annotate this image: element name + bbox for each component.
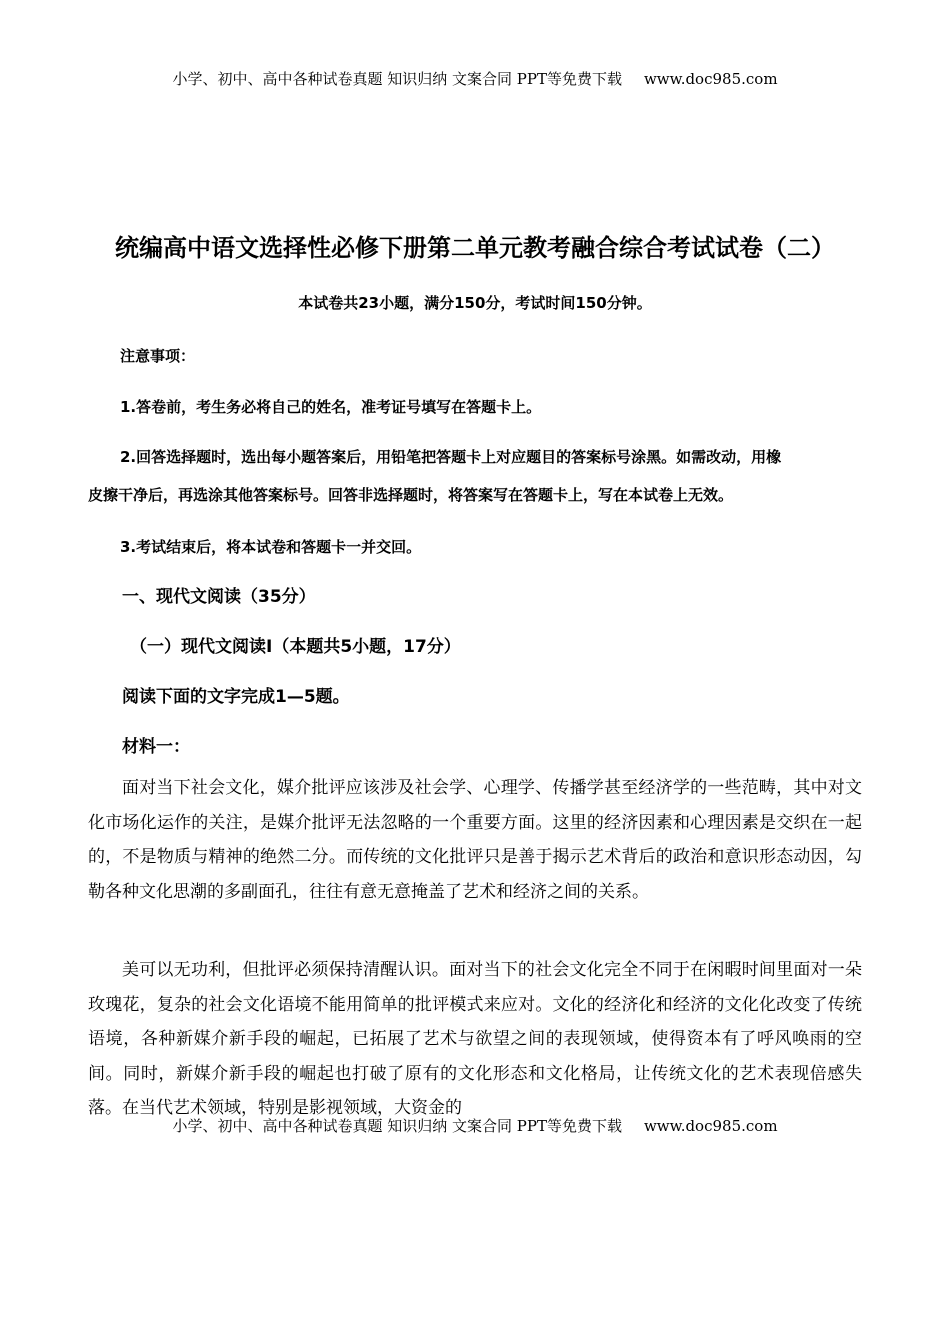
header-url[interactable]: www.doc985.com [643, 70, 778, 88]
page-header [0, 68, 950, 89]
material-label: 材料一： [122, 737, 190, 757]
footer-text: 小学、初中、高中各种试卷真题 知识归纳 文案合同 PPT等免费下载 [172, 1117, 622, 1135]
notice-item-2-line-2: 皮擦干净后，再选涂其他答案标号。回答非选择题时，将答案写在答题卡上，写在本试卷上无效。 [88, 486, 734, 504]
material-paragraph-1: 面对当下社会文化，媒介批评应该涉及社会学、心理学、传播学甚至经济学的一些范畴，其中对文化市场化运作的关注，是媒介批评无法忽略的一个重要方面。这里的经济因素和心理因素是交织在一起的，不是物质与精神的绝然二分。而传统的文化批评只是善于揭示艺术背后的政治和意识形态动因，勾勒各种文化思潮的多副面孔，往往有意无意掩盖了艺术和经济之间的关系。 [88, 778, 862, 902]
material-paragraph-2: 美可以无功利，但批评必须保持清醒认识。面对当下的社会文化完全不同于在闲暇时间里面对一朵玫瑰花，复杂的社会文化语境不能用简单的批评模式来应对。文化的经济化和经济的文化化改变了传统语境，各种新媒介新手段的崛起，已拓展了艺术与欲望之间的表现领域，使得资本有了呼风唤雨的空间。同时，新媒介新手段的崛起也打破了原有的文化形态和文化格局，让传统文化的艺术表现倍感失落。在当代艺术领域，特别是影视领域，大资金的 [88, 960, 862, 1118]
notice-item-2-line-1: 2.回答选择题时，选出每小题答案后，用铅笔把答题卡上对应题目的答案标号涂黑。如需改动，用橡 [120, 448, 782, 466]
exam-subtitle: 本试卷共23小题，满分150分，考试时间150分钟。 [298, 294, 652, 312]
notice-item-3: 3.考试结束后，将本试卷和答题卡一并交回。 [120, 538, 422, 556]
footer-url[interactable]: www.doc985.com [643, 1117, 778, 1135]
notice-heading: 注意事项： [120, 347, 196, 365]
reading-instruction: 阅读下面的文字完成1—5题。 [122, 687, 350, 707]
header-text: 小学、初中、高中各种试卷真题 知识归纳 文案合同 PPT等免费下载 [172, 70, 622, 88]
exam-title: 统编高中语文选择性必修下册第二单元教考融合综合考试试卷（二） [115, 234, 835, 262]
subsection-heading: （一）现代文阅读Ⅰ（本题共5小题，17分） [130, 637, 461, 657]
section-heading: 一、现代文阅读（35分） [122, 587, 316, 607]
notice-item-1: 1.答卷前，考生务必将自己的姓名，准考证号填写在答题卡上。 [120, 398, 542, 416]
page-footer [0, 1115, 950, 1136]
